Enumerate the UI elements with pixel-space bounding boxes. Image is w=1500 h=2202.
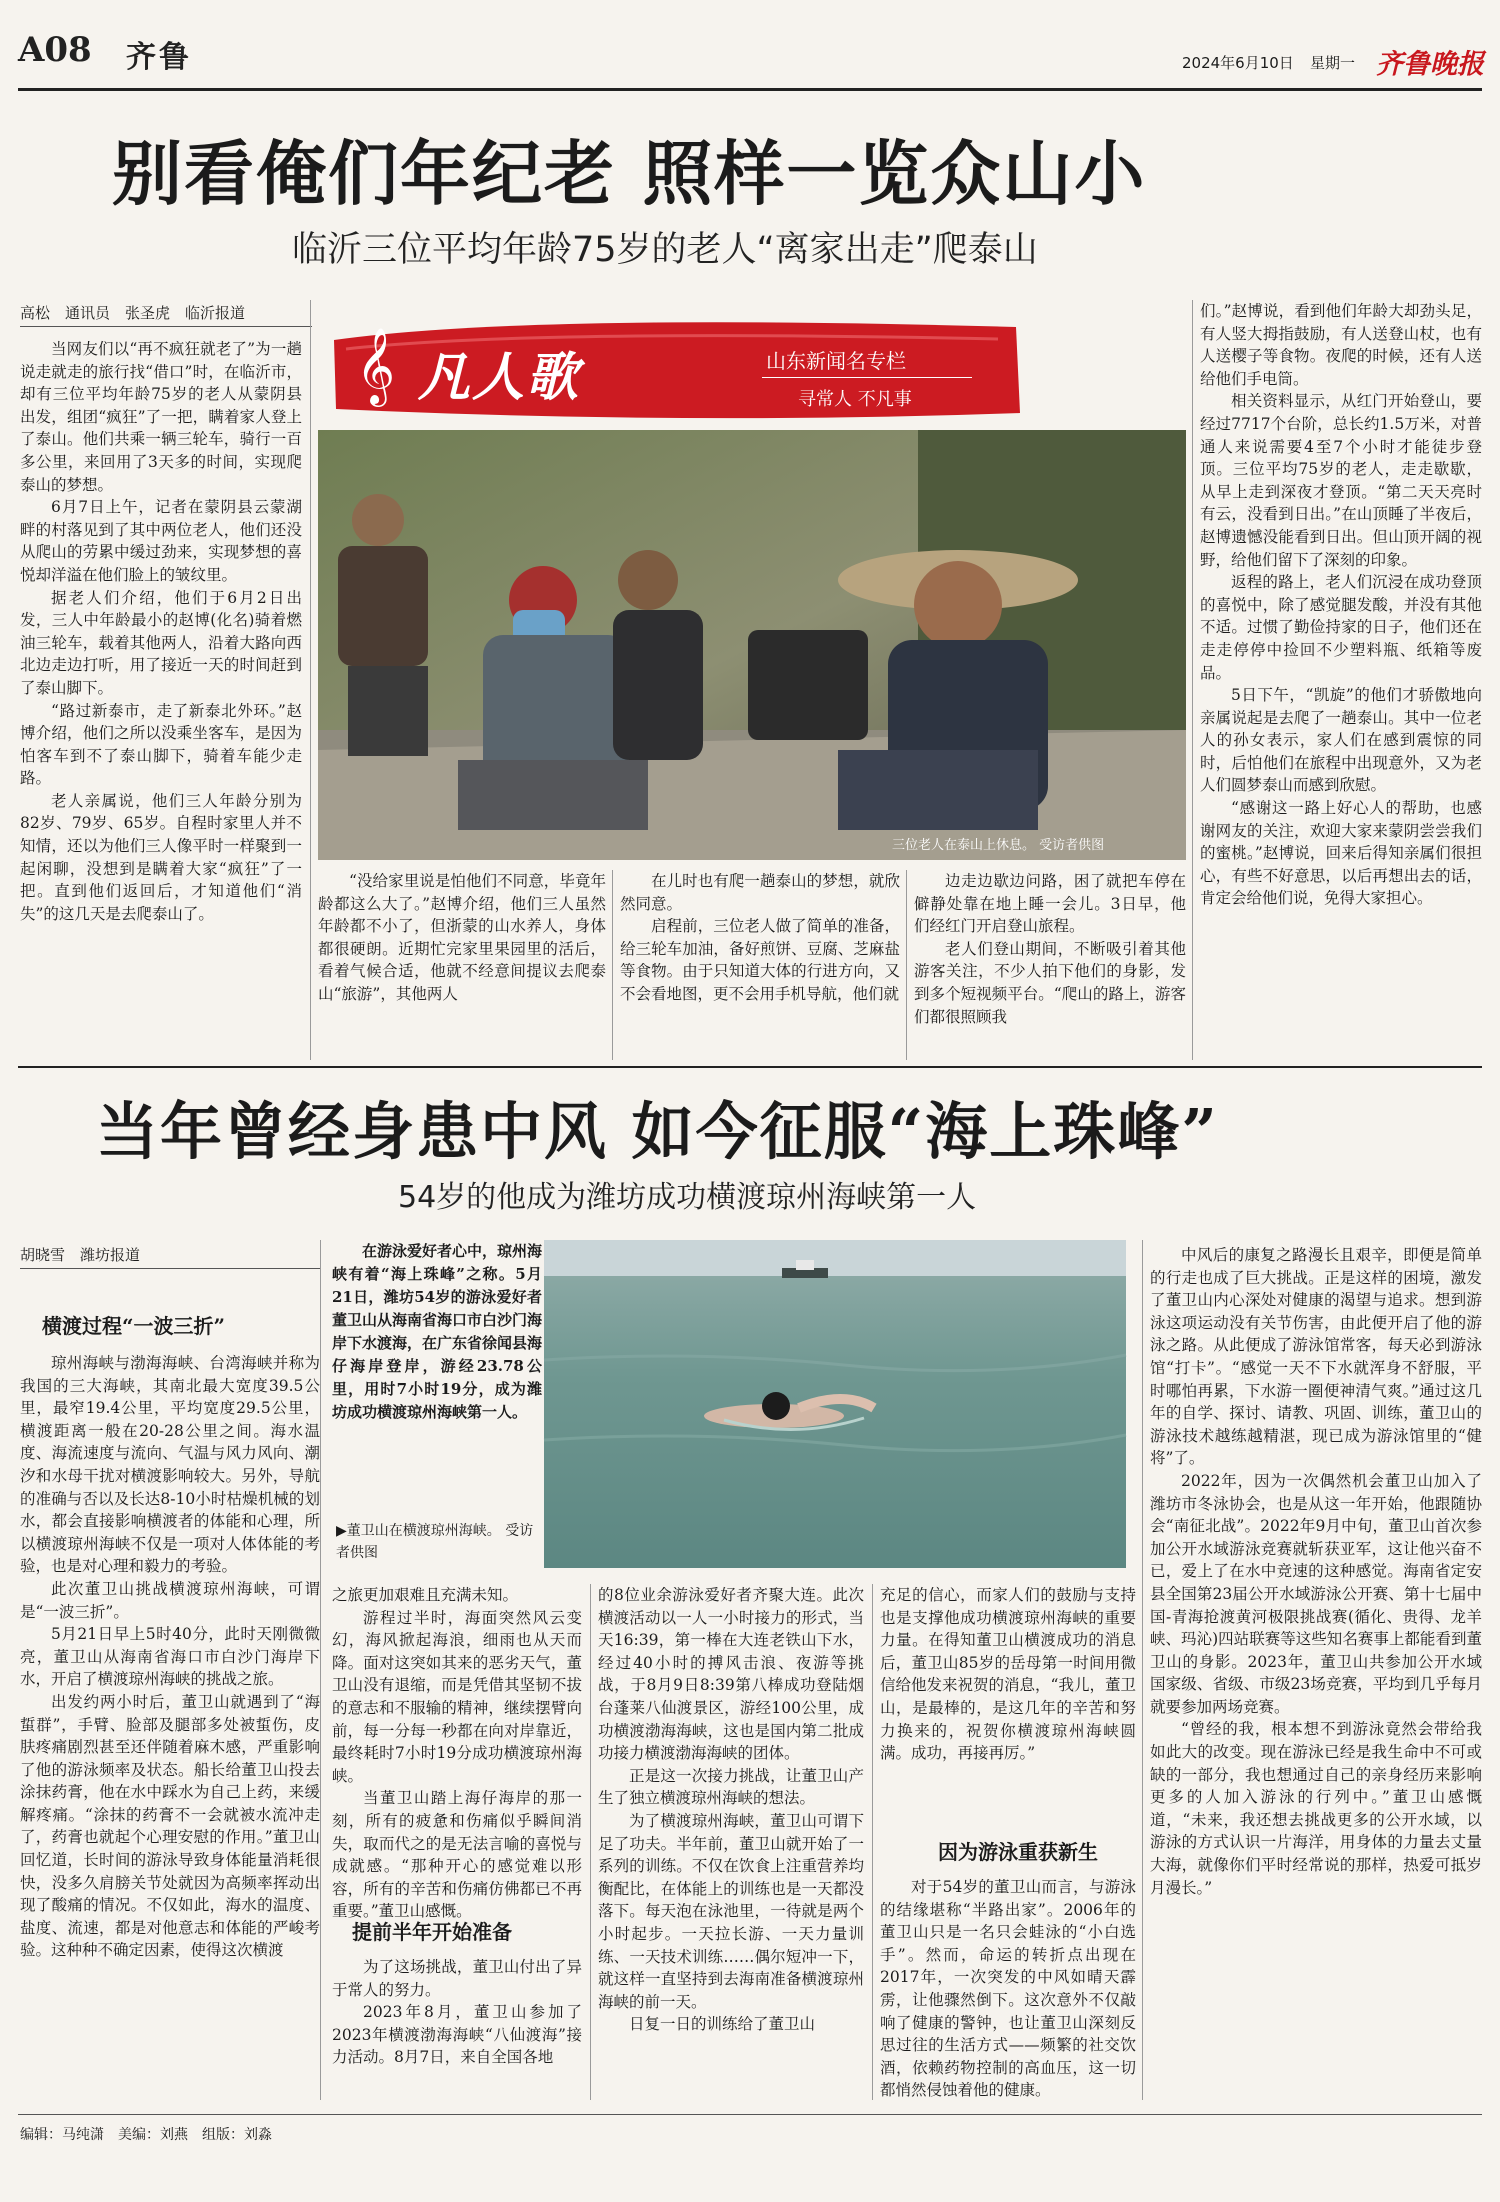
story2-column-4: 充足的信心，而家人们的鼓励与支持也是支撑他成功横渡琼州海峡的重要力量。在得知董卫山横渡成功的消息后，董卫山85岁的岳母第一时间用微信给他发来祝贺的消息，“我儿，董卫山，是最棒的，是这几年的辛苦和努力换来的，祝贺你横渡琼州海峡圆满。成功，再接再厉。” [880,1586,1136,1763]
column-banner [326,305,1026,427]
paper-logo: 齐鲁晚报 [1376,49,1484,80]
story1-column-3: 在儿时也有爬一趟泰山的梦想，就欣然同意。 启程前，三位老人做了简单的准备，给三轮车加油，备好煎饼、豆腐、芝麻盐等食物。由于只知道大体的行进方向，又不会看地图，更不会用手机导航，他们就 [620,872,900,1003]
story1-subheadline: 临沂三位平均年龄75岁的老人“离家出走”爬泰山 [292,230,1038,270]
banner-line-2 [762,377,972,378]
banner-line-2-text: 寻常人 不凡事 [798,389,912,410]
page-number: A08 [18,30,92,70]
story1-column-2: “没给家里说是怕他们不同意，毕竟年龄都这么大了。”赵博介绍，他们三人虽然年龄都不小了，但浙蒙的山水养人，身体都很硬朗。近期忙完家里果园里的活后，看着气候合适，他就不经意间提议去爬泰山“旅游”，其他两人 [318,872,606,1003]
story2-subhead-3: 因为游泳重获新生 [938,1840,1098,1864]
footer-rule [18,2114,1482,2115]
column-divider [1142,1240,1143,2100]
banner-music-icon: 𝄞 [356,327,396,404]
editor-credits: 编辑：马纯潇 美编：刘燕 组版：刘淼 [20,2127,272,2143]
story2-subhead-2: 提前半年开始准备 [352,1920,512,1944]
byline-rule [20,1268,320,1269]
story2-photo [544,1240,1126,1568]
story2-photo-caption: ▶董卫山在横渡琼州海峡。 受访者供图 [336,1523,534,1561]
story2-column-2b: 为了这场挑战，董卫山付出了异于常人的努力。 2023年8月，董卫山参加了2023年横渡渤海海峡“八仙渡海”接力活动。8月7日，来自全国各地 [332,1958,582,2067]
column-divider [612,870,613,1060]
story2-column-3: 的8位业余游泳爱好者齐聚大连。此次横渡活动以一人一小时接力的形式，当天16:39，第一棒在大连老铁山下水，经过40小时的搏风击浪、夜游等挑战，于8月9日8:39第八棒成功登陆烟台蓬莱八仙渡景区，游经100公里，成功横渡渤海海峡，这也是国内第二批成功接力横渡渤海海峡的团体。 正是这一次接力挑战，让董卫山产生了独立横渡琼州海峡的想法。 为了横渡琼州海峡，董卫山可谓下足了功夫。半年前，董卫山就开始了一系列的训练。不仅在饮食上注重营养均衡配比，在体能上的训练也是一天都没落下。每天泡在泳池里，一待就是两个小时起步。一天拉长游、一天力量训练、一天技术训练……偶尔短冲一下，就这样一直坚持到去海南准备横渡琼州海峡的前一天。 日复一日的训练给了董卫山 [598,1586,864,2034]
column-divider [310,300,311,1060]
column-divider [590,1584,591,2100]
story2-headline: 当年曾经身患中风 如今征服“海上珠峰” [96,1095,1219,1168]
story2-subheadline: 54岁的他成为潍坊成功横渡琼州海峡第一人 [398,1180,977,1215]
story-divider [18,1066,1482,1068]
story2-column-1: 琼州海峡与渤海海峡、台湾海峡并称为我国的三大海峡，其南北最大宽度39.5公里，最窄19.4公里，平均宽度29.5公里，横渡距离一般在20-28公里之间。海水温度、海流速度与流向、气温与风力风向、潮汐和水母干扰对横渡影响较大。另外，导航的准确与否以及长达8-10小时枯燥机械的划水，都会直接影响横渡者的体能和心理，所以横渡琼州海峡不仅是一项对人体体能的考验，也是对心理和毅力的考验。 此次董卫山挑战横渡琼州海峡，可谓是“一波三折”。 5月21日早上5时40分，此时天刚微微亮，董卫山从海南省海口市白沙门海岸下水，开启了横渡琼州海峡的挑战之旅。 出发约两小时后，董卫山就遇到了“海蜇群”，手臂、脸部及腿部多处被蜇伤，皮肤疼痛剧烈甚至还伴随着麻木感，严重影响了他的游泳频率及状态。船长给董卫山投去涂抹药膏，他在水中踩水为自己上药，来缓解疼痛。“涂抹的药膏不一会就被水流冲走了，药膏也就起个心理安慰的作用。”董卫山回忆道，长时间的游泳导致身体能量消耗很快，没多久肩膀关节处就因为高频率挥动出现了酸痛的情况。不仅如此，海水的温度、盐度、流速，都是对他意志和体能的严峻考验。这种种不确定因素，使得这次横渡 [20,1354,320,1960]
story1-headline: 别看俺们年纪老 照样一览众山小 [112,132,1147,215]
byline-rule [20,326,312,327]
story1-photo [318,430,1186,860]
banner-title: 凡人歌 [418,347,581,408]
column-divider [320,1240,321,2100]
issue-weekday: 星期一 [1310,54,1356,72]
story2-column-5: 中风后的康复之路漫长且艰辛，即便是简单的行走也成了巨大挑战。正是这样的困境，激发了董卫山内心深处对健康的渴望与追求。想到游泳这项运动没有关节伤害，由此便开启了他的游泳之路。从此便成了游泳馆常客，每天必到游泳馆“打卡”。“感觉一天不下水就浑身不舒服，平时哪怕再累，下水游一圈便神清气爽。”通过这几年的自学、探讨、请教、巩固、训练，董卫山的游泳技术越练越精湛，现已成为游泳馆里的“健将”了。 2022年，因为一次偶然机会董卫山加入了潍坊市冬泳协会，也是从这一年开始，他跟随协会“南征北战”。2022年9月中旬，董卫山首次参加公开水域游泳竞赛就斩获亚军，这让他兴奋不已，爱上了在水中竞速的这种感觉。海南省定安县全国第23届公开水域游泳公开赛、第十七届中国-青海抢渡黄河极限挑战赛(循化、贵得、龙羊峡、玛沁)四站联赛等这些知名赛事上都能看到董卫山的身影。2023年，董卫山共参加公开水域国家级、省级、市级23场竞赛，平均到几乎每月就要参加两场竞赛。 “曾经的我，根本想不到游泳竟然会带给我如此大的改变。现在游泳已经是我生命中不可或缺的一部分，我也想通过自己的亲身经历来影响更多的人加入游泳的行列中。”董卫山感慨道，“未来，我还想去挑战更多的公开水域，以游泳的方式认识一片海洋，用身体的力量去丈量大海，就像你们平时经常说的那样，热爱可抵岁月漫长。” [1150,1246,1482,1897]
column-divider [1192,300,1193,1060]
column-divider [872,1584,873,2100]
story2-subhead-1: 横渡过程“一波三折” [42,1314,226,1338]
column-divider [906,870,907,1060]
story2-lead: 在游泳爱好者心中，琼州海峡有着“海上珠峰”之称。5月21日，潍坊54岁的游泳爱好者董卫山从海南省海口市白沙门海岸下水渡海，在广东省徐闻县海仔海岸登岸，游经23.78公里，用时7小时19分，成为潍坊成功横渡琼州海峡第一人。 [332,1242,543,1421]
section-name: 齐鲁 [126,40,192,75]
masthead-rule [18,88,1482,91]
story1-column-5: 们。”赵博说，看到他们年龄大却劲头足，有人竖大拇指鼓励，有人送登山杖，也有人送樱子等食物。夜爬的时候，还有人送给他们手电筒。 相关资料显示，从红门开始登山，要经过7717个台阶，总长约1.5万米，对普通人来说需要4至7个小时才能徒步登顶。三位平均75岁的老人，走走歇歇，从早上走到深夜才登顶。“第二天天亮时有云，没看到日出。”在山顶睡了半夜后，赵博遗憾没能看到日出。但山顶开阔的视野，给他们留下了深刻的印象。 返程的路上，老人们沉浸在成功登顶的喜悦中，除了感觉腿发酸，并没有其他不适。过惯了勤俭持家的日子，他们还在走走停停中捡回不少塑料瓶、纸箱等废品。 5日下午，“凯旋”的他们才骄傲地向亲属说起是去爬了一趟泰山。其中一位老人的孙女表示，家人们在感到震惊的同时，后怕他们在旅程中出现意外，又为老人们圆梦泰山而感到欣慰。 “感谢这一路上好心人的帮助，也感谢网友的关注，欢迎大家来蒙阴尝尝我们的蜜桃。”赵博说，回来后得知亲属们很担心，有些不好意思，以后再想出去的话，肯定会给他们说，免得大家担心。 [1200,302,1482,908]
issue-date: 2024年6月10日 [1182,54,1294,72]
story1-byline: 高松 通讯员 张圣虎 临沂报道 [20,304,246,322]
banner-line-1: 山东新闻名专栏 [766,349,906,373]
story1-photo-caption: 三位老人在泰山上休息。 受访者供图 [892,838,1105,853]
story2-byline: 胡晓雪 潍坊报道 [20,1246,141,1264]
story1-column-4: 边走边歇边问路，困了就把车停在僻静处靠在地上睡一会儿。3日早，他们经红门开启登山旅程。 老人们登山期间，不断吸引着其他游客关注，不少人拍下他们的身影，发到多个短视频平台。“爬山的路上，游客们都很照顾我 [914,872,1186,1026]
story1-column-1: 当网友们以“再不疯狂就老了”为一趟说走就走的旅行找“借口”时，在临沂市，却有三位平均年龄75岁的老人从蒙阴县出发，组团“疯狂”了一把，瞒着家人登上了泰山。他们共乘一辆三轮车，骑行一百多公里，来回用了3天多的时间，实现爬泰山的梦想。 6月7日上午，记者在蒙阴县云蒙湖畔的村落见到了其中两位老人，他们还没从爬山的劳累中缓过劲来，实现梦想的喜悦却洋溢在他们脸上的皱纹里。 据老人们介绍，他们于6月2日出发，三人中年龄最小的赵博(化名)骑着燃油三轮车，载着其他两人，沿着大路向西北边走边打听，用了接近一天的时间赶到了泰山脚下。 “路过新泰市，走了新泰北外环。”赵博介绍，他们之所以没乘坐客车，是因为怕客车到不了泰山脚下，骑着车能少走路。 老人亲属说，他们三人年龄分别为82岁、79岁、65岁。自程时家里人并不知情，还以为他们三人像平时一样聚到一起闲聊，没想到是瞒着大家“疯狂”了一把。直到他们返回后，才知道他们“消失”的这几天是去爬泰山了。 [20,340,302,923]
story2-column-2: 之旅更加艰难且充满未知。 游程过半时，海面突然风云变幻，海风掀起海浪，细雨也从天而降。面对这突如其来的恶劣天气，董卫山没有退缩，而是凭借其坚韧不拔的意志和不服输的精神，继续摆臂向前，每一分每一秒都在向对岸靠近，最终耗时7小时19分成功横渡琼州海峡。 当董卫山踏上海仔海岸的那一刻，所有的疲惫和伤痛似乎瞬间消失，取而代之的是无法言喻的喜悦与成就感。“那种开心的感觉难以形容，所有的辛苦和伤痛仿佛都已不再重要。”董卫山感慨。 [332,1586,582,1921]
story2-column-4b: 对于54岁的董卫山而言，与游泳的结缘堪称“半路出家”。2006年的董卫山只是一名只会蛙泳的“小白选手”。然而，命运的转折点出现在2017年，一次突发的中风如晴天霹雳，让他骤然倒下。这次意外不仅敲响了健康的警钟，也让董卫山深刻反思过往的生活方式——频繁的社交饮酒，依赖药物控制的高血压，这一切都悄然侵蚀着他的健康。 [880,1878,1136,2100]
